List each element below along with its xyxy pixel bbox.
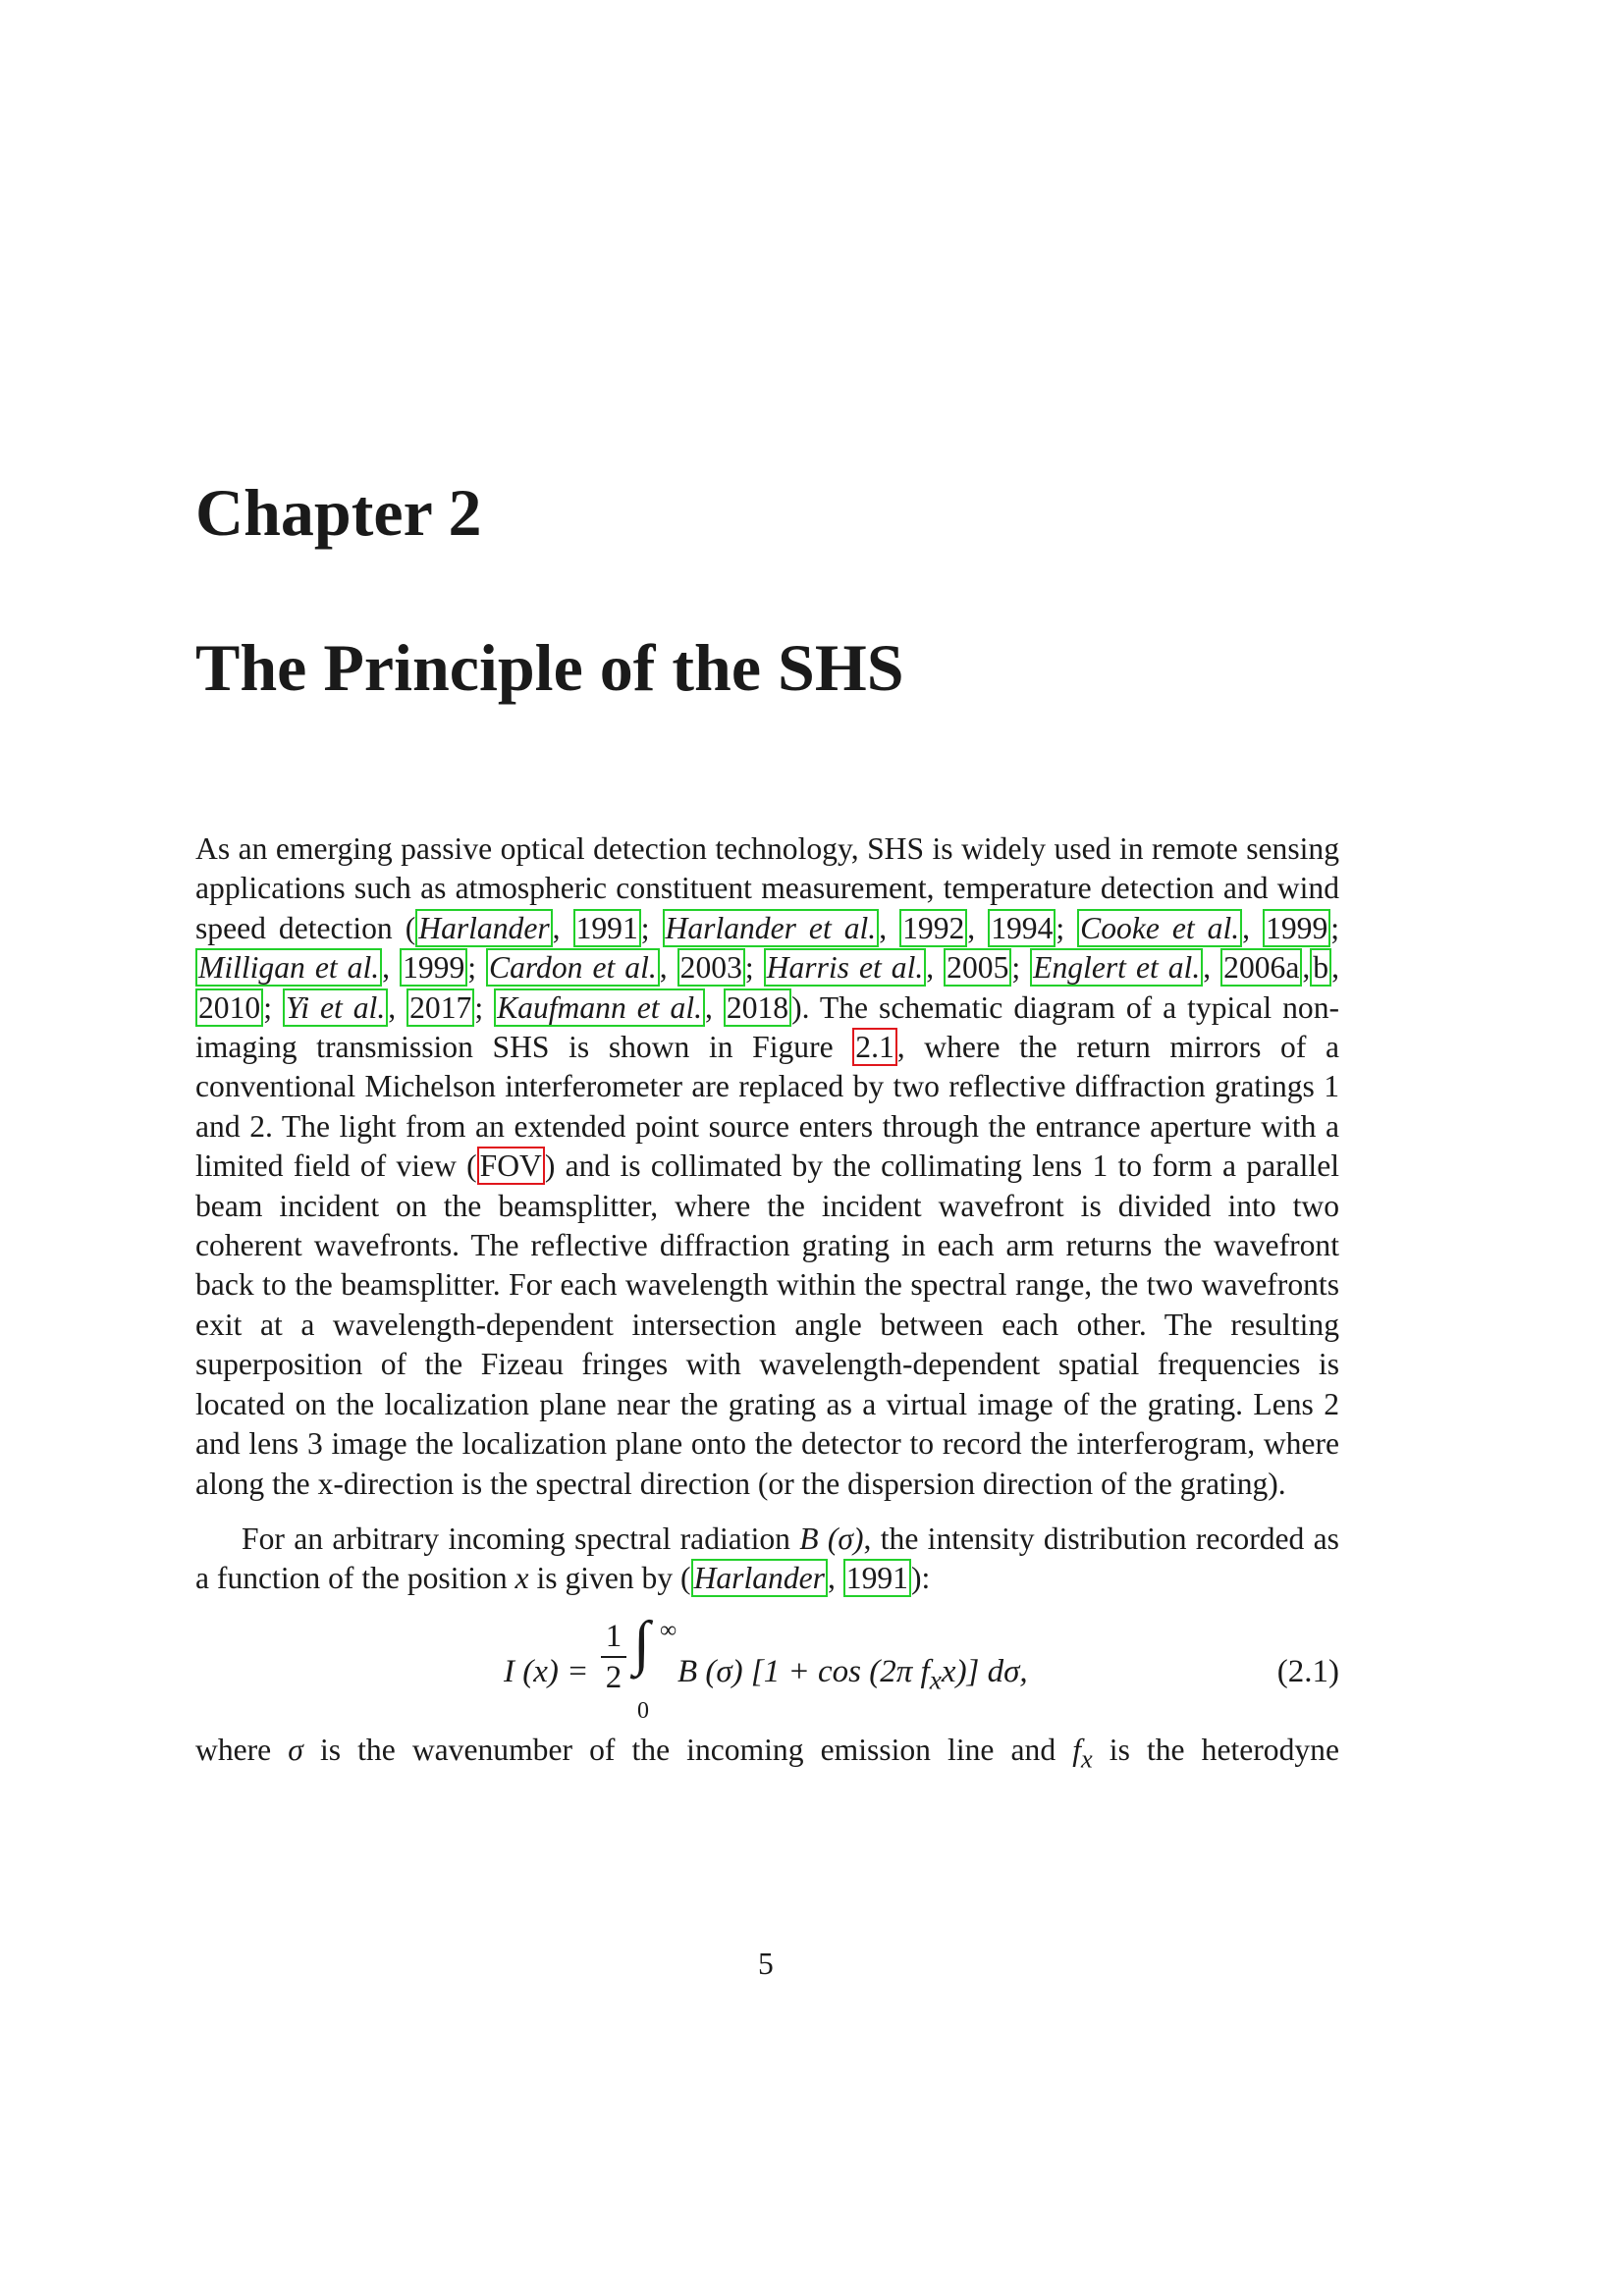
chapter-label: Chapter 2 <box>195 475 482 550</box>
fraction-denominator: 2 <box>605 1659 623 1695</box>
acronym-link[interactable]: FOV <box>477 1147 545 1185</box>
equation-2-1 <box>195 1609 1339 1727</box>
equation-rhs-main: B (σ) [1 + cos (2π f <box>677 1653 930 1689</box>
citation-year-link[interactable]: 2010 <box>195 988 263 1027</box>
fraction-numerator: 1 <box>605 1618 623 1654</box>
citation-year-link[interactable]: 1994 <box>988 909 1056 947</box>
integral-lower-limit: 0 <box>637 1697 649 1724</box>
page-number: 5 <box>758 1947 774 1981</box>
text-run: ) and is collimated by the collimating lens 1 to form a parallel beam incident on the beamsplitter, where the incident wavefront is divided into two coherent wavefronts. The reflective diffraction grating in each arm returns the wavefront back to the beamsplitter. For each wavelength within the spectral range, the two wavefronts exit at a wavelength-dependent intersection angle between each other. The resulting superposition of the Fizeau fringes with wavelength-dependent spatial frequencies is located on the localization plane near the grating as a virtual image of the grating. Lens 2 and lens 3 image the localization plane onto the detector to record the interferogram, where along the x-direction is the spectral direction (or the dispersion direction of the grating). <box>195 1148 1339 1501</box>
text-run: ): <box>910 1561 931 1596</box>
equation-rhs-subscript: x <box>929 1664 942 1695</box>
text-run: As an emerging passive optical detection technology, SHS is widely used in remote sensing applications such as atmospheric constituent measurement, temperature detection and wind speed detection ( <box>195 831 1339 945</box>
citation-link[interactable]: Harlander <box>691 1559 828 1597</box>
text-run: ). The schematic diagram of a typical non-imaging transmission SHS is shown in Figure <box>195 989 1340 1065</box>
integral-upper-limit: ∞ <box>660 1617 677 1643</box>
equation-rhs <box>677 1652 1028 1700</box>
citation-year-link[interactable]: 2003 <box>677 948 745 987</box>
citation-year-link[interactable]: 1992 <box>899 909 967 947</box>
citation-year-link[interactable]: 1991 <box>573 909 641 947</box>
math-inline: x <box>514 1561 529 1596</box>
text-run: , the intensity distribution recorded as a function of the position <box>195 1521 1339 1596</box>
equation-rhs-end: x)] dσ, <box>941 1653 1028 1689</box>
citation-link[interactable]: Harlander et al. <box>663 909 880 947</box>
chapter-title: The Principle of the SHS <box>195 630 904 705</box>
citation-link[interactable]: Harlander <box>415 909 552 947</box>
text-run: where <box>195 1732 289 1767</box>
math-inline: σ <box>288 1732 303 1767</box>
equation-number: (2.1) <box>1276 1653 1339 1689</box>
math-inline: f <box>1072 1732 1082 1767</box>
citation-link[interactable]: Milligan et al. <box>195 948 382 987</box>
citation-year-link[interactable]: 2017 <box>406 988 474 1027</box>
integral-sign: ∫ <box>633 1609 650 1677</box>
text-run: , where the return mirrors of a conventional Michelson interferometer are replaced by two reflective diffraction gratings 1 and 2. The light from an extended point source enters through the entrance aperture with a limited field of view ( <box>195 1030 1339 1184</box>
equation-fraction <box>601 1619 626 1697</box>
paragraph-intensity: For an arbitrary incoming spectral radiation B (σ), the intensity distribution recorded as a function of the position x is given by (Harlander, 1991): <box>195 1521 1339 1596</box>
citation-year-link[interactable]: 1999 <box>400 948 467 987</box>
figure-ref-link[interactable]: 2.1 <box>852 1028 897 1066</box>
citation-link[interactable]: Cardon et al. <box>486 948 660 987</box>
citation-year-link[interactable]: 1999 <box>1263 909 1330 947</box>
equation-lhs: I (x) = <box>504 1653 589 1689</box>
text-run: is the wavenumber of the incoming emission line and <box>302 1732 1073 1767</box>
citation-year-link[interactable]: 2005 <box>944 948 1011 987</box>
citation-year-link[interactable]: 2006a <box>1220 948 1302 987</box>
text-run: is given by ( <box>528 1561 691 1596</box>
citation-link[interactable]: Yi et al. <box>283 988 388 1027</box>
citation-link[interactable]: Englert et al. <box>1030 948 1203 987</box>
math-subscript: x <box>1081 1744 1093 1774</box>
citation-link[interactable]: Cooke et al. <box>1077 909 1242 947</box>
citation-link[interactable]: Harris et al. <box>764 948 927 987</box>
paragraph-intro: As an emerging passive optical detection technology, SHS is widely used in remote sensing applications such as atmospheric constituent measurement, temperature detection and wind speed detection (Harlander, 1991; Harlander et al., 1992, 1994; Cooke et al., 1999; Milligan et al., 1999; Cardon et al., 2003; Harris et al., 2005; Englert et al., 2006a,b, 2010; Yi et al., 2017; Kaufmann et al., 2018). The schematic diagram of a typical non-imaging transmission SHS is shown in Figure 2.1, where the return mirrors of a conventional Michelson interferometer are replaced by two reflective diffraction gratings 1 and 2. The light from an extended point source enters through the entrance aperture with a limited field of view (FOV) and is collimated by the collimating lens 1 to form a parallel beam incident on the beamsplitter, where the incident wavefront is divided into two coherent wavefronts. The reflective diffraction grating in each arm returns the wavefront back to the beamsplitter. For each wavelength within the spectral range, the two wavefronts exit at a wavelength-dependent intersection angle between each other. The resulting superposition of the Fizeau fringes with wavelength-dependent spatial frequencies is located on the localization plane near the grating as a virtual image of the grating. Lens 2 and lens 3 image the localization plane onto the detector to record the interferogram, where along the x-direction is the spectral direction (or the dispersion direction of the grating). <box>195 831 1340 1501</box>
body-text <box>195 829 1339 1779</box>
citation-year-link[interactable]: b <box>1310 948 1331 987</box>
paragraph-where <box>195 1731 1339 1780</box>
citation-year-link[interactable]: 1991 <box>843 1559 911 1597</box>
math-inline: B (σ) <box>799 1521 864 1556</box>
citation-link[interactable]: Kaufmann et al. <box>494 988 705 1027</box>
citation-year-link[interactable]: 2018 <box>724 988 791 1027</box>
text-run: For an arbitrary incoming spectral radiation <box>242 1521 800 1556</box>
text-run: is the heterodyne <box>1092 1732 1340 1767</box>
